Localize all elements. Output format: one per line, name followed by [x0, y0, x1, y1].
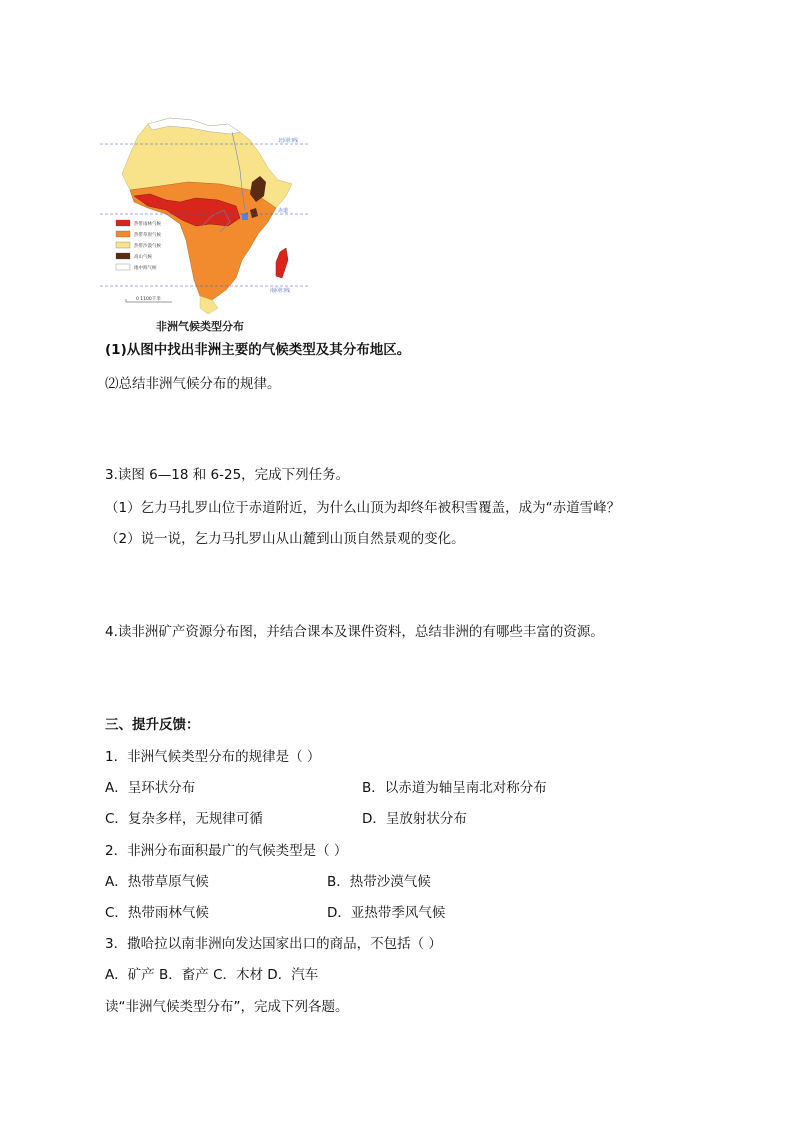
- mc2-option-d: D．亚热带季风气候: [327, 905, 446, 921]
- map-caption: 非洲气候类型分布: [156, 320, 244, 333]
- mc1-stem: 1．非洲气候类型分布的规律是（ ）: [105, 749, 321, 765]
- mc1-option-a: A．呈环状分布: [105, 780, 196, 796]
- legend-swatch-highland: [116, 253, 130, 259]
- legend-swatch-mediterranean: [116, 264, 130, 270]
- legend-swatch-savanna: [116, 231, 130, 237]
- mc3-stem: 3．撒哈拉以南非洲向发达国家出口的商品，不包括（ ）: [105, 936, 442, 952]
- label-equator: 赤道: [278, 208, 289, 214]
- question-map-2: ⑵总结非洲气候分布的规律。: [105, 376, 281, 392]
- legend-label-mediterranean: 地中海气候: [134, 266, 157, 271]
- mc2-option-a: A．热带草原气候: [105, 874, 209, 890]
- legend-label-savanna: 热带草原气候: [134, 233, 161, 238]
- map-legend: [116, 220, 161, 271]
- mc2-option-c: C．热带雨林气候: [105, 905, 209, 921]
- legend-label-rainforest: 热带雨林气候: [134, 222, 161, 227]
- label-capricorn: 南回归线: [270, 288, 291, 294]
- question-3-part-1: （1）乞力马扎罗山位于赤道附近，为什么山顶为却终年被积雪覆盖，成为“赤道雪峰？: [105, 500, 621, 516]
- scale-bar: [126, 295, 172, 302]
- legend-label-highland: 高山气候: [134, 255, 152, 260]
- mc2-option-b: B．热带沙漠气候: [327, 874, 431, 890]
- legend-swatch-rainforest: [116, 220, 130, 226]
- legend-swatch-desert: [116, 242, 130, 248]
- africa-climate-map: [100, 110, 310, 318]
- question-4: 4.读非洲矿产资源分布图，并结合课本及课件资料，总结非洲的有哪些丰富的资源。: [105, 624, 604, 640]
- mc2-stem: 2．非洲分布面积最广的气候类型是（ ）: [105, 843, 348, 859]
- closing-instruction: 读“非洲气候类型分布”，完成下列各题。: [105, 999, 349, 1015]
- legend-label-desert: 热带沙漠气候: [134, 244, 161, 249]
- mc3-options: A．矿产 B．畜产 C．木材 D．汽车: [105, 967, 319, 983]
- question-map-1: (1)从图中找出非洲主要的气候类型及其分布地区。: [105, 342, 411, 358]
- mc1-option-c: C．复杂多样，无规律可循: [105, 811, 263, 827]
- mc1-option-b: B．以赤道为轴呈南北对称分布: [362, 780, 547, 796]
- madagascar: [276, 248, 288, 278]
- label-cancer: 北回归线: [278, 138, 299, 144]
- section-heading: 三、提升反馈：: [105, 717, 200, 733]
- question-3-title: 3.读图 6—18 和 6-25，完成下列任务。: [105, 467, 350, 483]
- question-3-part-2: （2）说一说，乞力马扎罗山从山麓到山顶自然景观的变化。: [105, 531, 465, 547]
- scale-label: 0 1100千米: [136, 297, 161, 302]
- mc1-option-d: D．呈放射状分布: [362, 811, 467, 827]
